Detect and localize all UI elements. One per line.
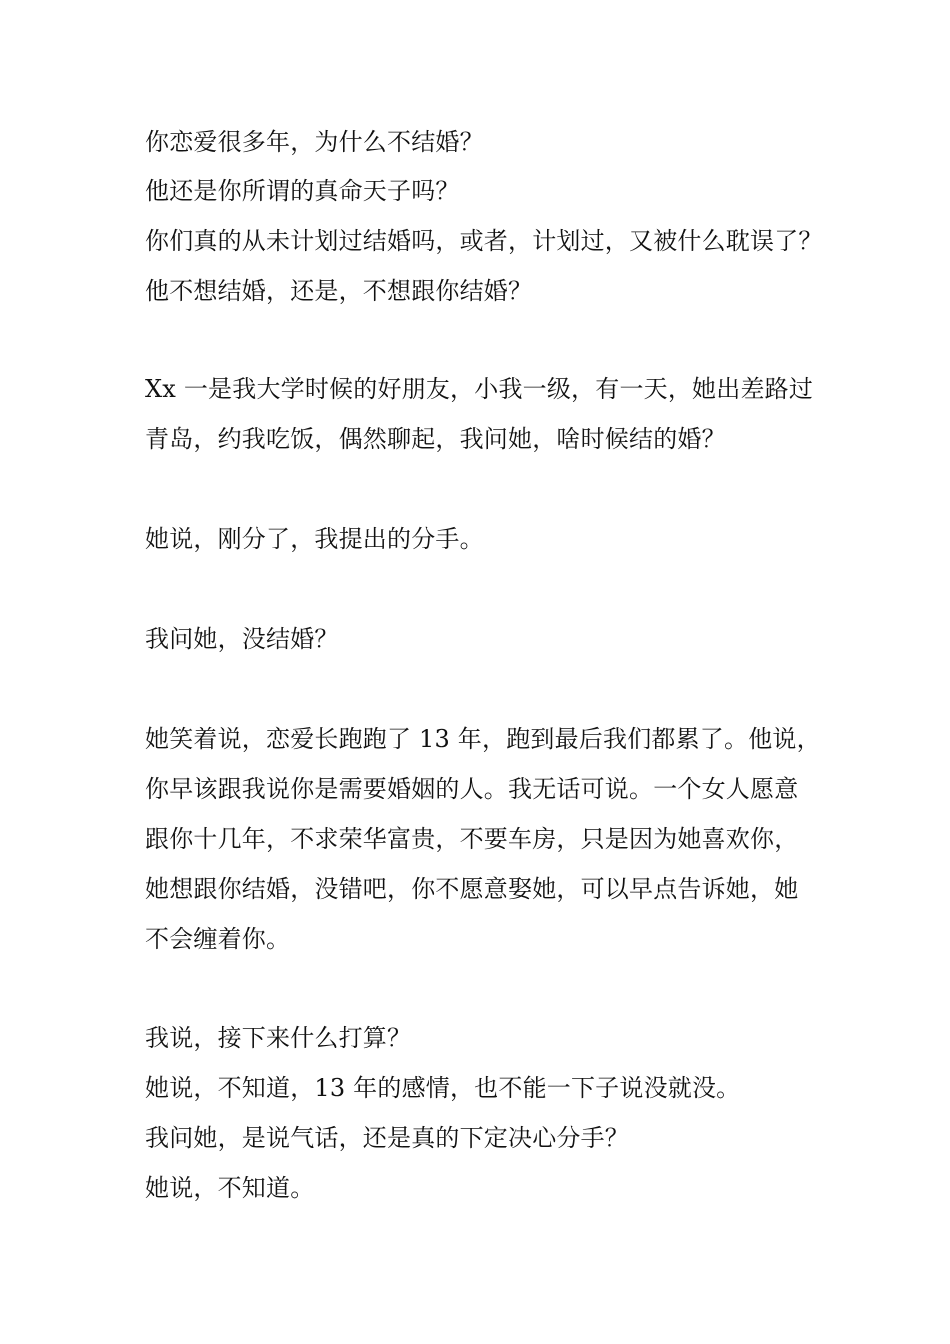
text-line: 她说，不知道，13 年的感情，也不能一下子说没就没。 [145, 1074, 741, 1102]
text-line: 她想跟你结婚，没错吧，你不愿意娶她，可以早点告诉她，她 [145, 875, 799, 903]
text-line: 我说，接下来什么打算？ [145, 1024, 412, 1052]
text-line: 我问她，是说气话，还是真的下定决心分手？ [145, 1124, 629, 1152]
text-line: 你们真的从未计划过结婚吗，或者，计划过，又被什么耽误了？ [145, 227, 823, 255]
text-line: 她说，不知道。 [145, 1174, 315, 1202]
text-line: 你早该跟我说你是需要婚姻的人。我无话可说。一个女人愿意 [145, 775, 799, 803]
text-line: 他不想结婚，还是，不想跟你结婚？ [145, 277, 533, 305]
text-line: 他还是你所谓的真命天子吗？ [145, 177, 460, 205]
text-line: 青岛，约我吃饭，偶然聊起，我问她，啥时候结的婚？ [145, 425, 726, 453]
text-line: 她说，刚分了，我提出的分手。 [145, 525, 484, 553]
text-line: 跟你十几年，不求荣华富贵，不要车房，只是因为她喜欢你， [145, 825, 799, 853]
text-line: Xx 一是我大学时候的好朋友，小我一级，有一天，她出差路过 [145, 375, 814, 403]
text-line: 她笑着说，恋爱长跑跑了 13 年，跑到最后我们都累了。他说， [145, 725, 821, 753]
text-line: 你恋爱很多年，为什么不结婚？ [145, 128, 484, 156]
text-line: 我问她，没结婚？ [145, 625, 339, 653]
text-line: 不会缠着你。 [145, 925, 291, 953]
